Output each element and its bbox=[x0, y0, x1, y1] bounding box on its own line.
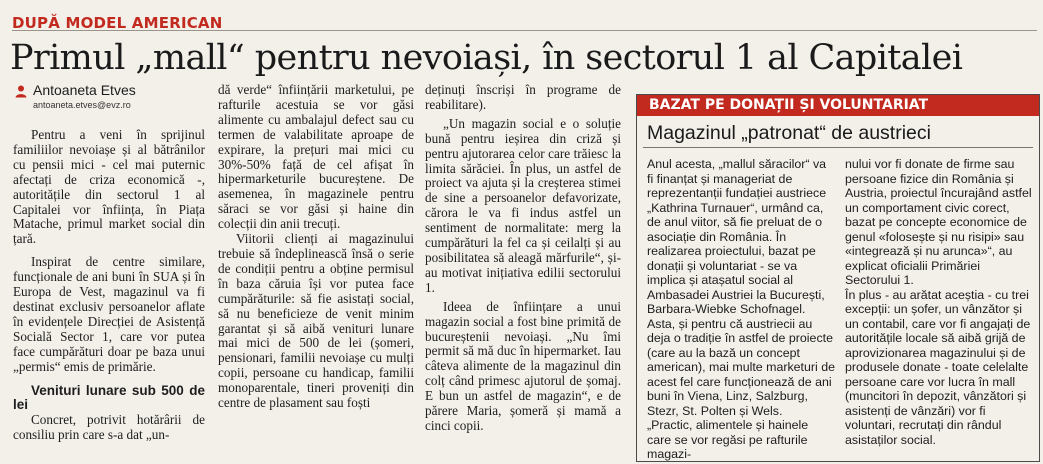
paragraph: Anul acesta, „mallul săracilor“ va fi finanțat și manageriat de reprezentanții fundației austriece „Kathrina Turnauer“, urmând ca, de anul viitor, să fie preluat de o asociație din România. În realizarea proiectului, bazat pe donații și voluntariat - se va implica și atașatul social al Ambasadei Austriei la București, Barbara-Wiebke Schofnagel. Asta, și pentru că austriecii au deja o tradiție în astfel de proiecte (care au la bază un concept american), mai multe marketuri de acest fel care funcționează de ani buni în Viena, Linz, Salzburg, Stezr, St. Polten și Wels. bbox=[647, 157, 835, 418]
sidebar-kicker: BAZAT PE DONAȚII ȘI VOLUNTARIAT bbox=[649, 97, 929, 113]
author-email[interactable]: antoaneta.etves@evz.ro bbox=[33, 100, 131, 110]
paragraph: Ideea de înființare a unui magazin social a fost bine primită de bucureștenii nevoiași. „Nu îmi permit să mă duc în hipermarket. Iau câteva alimente de la magazinul din colț când primesc ajutorul de șomaj. E bun un astfel de magazin“, e de părere Maria, șomeră și mamă a cinci copii. bbox=[425, 298, 621, 433]
paragraph: În plus - au arătat aceștia - cu trei excepții: un șofer, un vânzător și un contabil, care vor fi angajați de autoritățile locale să aibă grijă de aprovizionarea magazinului și de produsele donate - toate celelalte persoane care vor lucra în mall (muncitori în depozit, vânzători și asistenți de vânzări) vor fi voluntari, recrutați din rândul asistaților social. bbox=[845, 287, 1031, 447]
paragraph: dă verde“ înființării marketului, pe rafturile acestuia se vor găsi alimente cu ambalajul defect sau cu termen de valabilitate aproape de expirare, la prețuri mai mici cu 30%-50% față de cel afișat în hipermarketurile bucureștene. De asemenea, în magazinele pentru săraci se vor găsi și haine din colecții din anii trecuți. bbox=[218, 82, 414, 232]
paragraph: Concret, potrivit hotărârii de consiliu prin care s-a dat „un- bbox=[13, 412, 205, 443]
person-icon bbox=[14, 84, 28, 98]
sidebar-column-2 bbox=[845, 157, 1033, 447]
article-column-1 bbox=[13, 128, 205, 443]
paragraph: Viitorii clienți ai magazinului trebuie să îndeplinească însă o serie de condiții pentru a obține permisul în baza căruia își vor putea face cumpărăturile: să fie asistați social, să nu beneficieze de venit minim garantat și să aibă venituri lunare mai mici de 500 de lei (șomeri, pensionari, familii nevoiașe cu mulți copii, persoane cu handicap, familii monoparentale, tineri proveniți din centre de plasament sau foști bbox=[218, 231, 414, 411]
paragraph: „Un magazin social e o soluție bună pentru ieșirea din criză și pentru ajutorarea celor care trăiesc la limita sărăciei. În plus, un astfel de proiect va ajuta și la creșterea stimei de sine a persoanelor defavorizate, cărora le va fi indus astfel un sentiment de normalitate: merg la cumpărături la fel ca și ceilalți și au posibilitatea să aleagă mărfurile“, și-au motivat inițiativa edilii sectorului 1. bbox=[425, 115, 621, 295]
sidebar-band bbox=[637, 95, 1039, 116]
article-column-3 bbox=[425, 83, 621, 434]
sidebar-title: Magazinul „patronat“ de austrieci bbox=[647, 122, 931, 144]
subheading: Venituri lunare sub 500 de lei bbox=[13, 382, 205, 413]
section-kicker: DUPĂ MODEL AMERICAN bbox=[12, 14, 223, 32]
paragraph: nului vor fi donate de firme sau persoane fizice din România și Austria, proiectul încurajând astfel un comportament civic corect, bazat pe concepte economice de genul «folosește și nu risipi» sau «integrează și nu arunca»“, au explicat oficialii Primăriei Sectorului 1. bbox=[845, 157, 1032, 287]
paragraph: Pentru a veni în sprijinul familiilor nevoiașe și al bătrânilor cu pensii mici - cel mai puternic afectați de criza economică -, autoritățile din sectorul 1 al Capitalei vor înființa, în Piața Matache, primul market social din țară. bbox=[13, 127, 205, 247]
paragraph: deținuți înscriși în programe de reabilitare). bbox=[425, 82, 621, 112]
top-rule bbox=[12, 30, 1037, 31]
author-name: Antoaneta Etves bbox=[33, 82, 136, 98]
sidebar-rule bbox=[643, 147, 1033, 148]
paragraph: „Practic, alimentele și hainele care se vor regăsi pe rafturile magazi- bbox=[647, 418, 809, 461]
headline: Primul „mall“ pentru nevoiași, în sectorul 1 al Capitalei bbox=[10, 38, 963, 78]
sidebar-box bbox=[636, 94, 1040, 462]
article-column-2 bbox=[218, 83, 414, 411]
sidebar-column-1 bbox=[647, 157, 835, 462]
paragraph: Inspirat de centre similare, funcționale de ani buni în SUA și în Europa de Vest, magazinul va fi destinat exclusiv persoanelor aflate în evidențele Direcției de Asistență Socială Sector 1, care vor putea face cumpărături doar pe baza unui „permis“ emis de primărie. bbox=[13, 254, 205, 374]
